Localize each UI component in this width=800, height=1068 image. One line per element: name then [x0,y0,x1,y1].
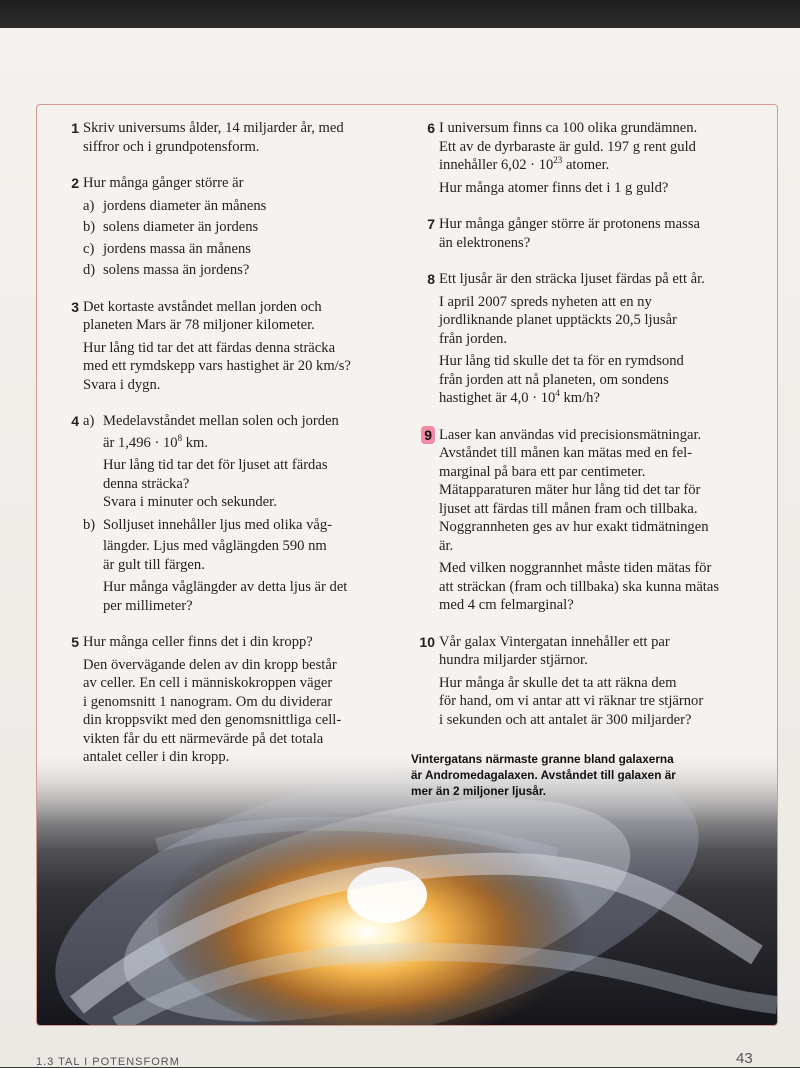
problem-text: längder. Ljus med våglängden 590 nm [103,538,327,554]
image-caption [411,751,731,799]
highlight-mark: 9 [421,426,435,445]
problem-text: för hand, om vi antar att vi räknar tre stjärnor [439,693,704,709]
subquestion-c: c) jordens massa än månens [83,240,251,257]
problem-text: Hur lång tid tar det att färdas denna sträcka [83,339,336,356]
problem-text: Hur lång tid tar det för ljuset att färdas [103,457,328,473]
problem-number: 4 [71,413,79,429]
problem-text: marginal på bara ett par centimeter. [439,463,646,480]
problem-text: i genomsnitt 1 nanogram. Om du dividerar [83,693,333,710]
subquestion-a: a) jordens diameter än månens [83,197,267,214]
problem-text: siffror och i grundpotensform. [83,138,260,155]
problem-2 [53,174,383,280]
problem-text: Hur många år skulle det ta att räkna dem [439,674,677,691]
problem-number: 1 [71,120,79,136]
problem-text: Hur många våglängder av detta ljus är det [103,579,348,595]
problem-text: är. [439,537,454,554]
problem-text: från jorden. [439,330,508,347]
subquestion-b: b) Solljuset innehåller ljus med olika våg- [83,516,332,533]
problem-text: Laser kan användas vid precisionsmätningar. [439,426,702,443]
problem-text: Ett av de dyrbaraste är guld. 197 g rent guld [439,138,696,155]
subquestion-a: a) Medelavståndet mellan solen och jorden [83,413,339,429]
problem-text: hastighet är $4,0 \cdot 10^4$ km/h? [439,388,600,406]
problem-text: I universum finns ca 100 olika grundämnen. [439,120,698,136]
problem-text: är $1,496 \cdot 10^8$ km. [103,432,209,451]
problem-text: är gult till färgen. [103,556,205,573]
problem-text: Hur många gånger större är [83,175,244,191]
problem-text: planeten Mars är 78 miljoner kilometer. [83,317,315,333]
problem-6 [409,119,759,197]
problem-number: 8 [427,271,435,287]
problem-text: Hur många atomer finns det i 1 g guld? [439,179,669,196]
problem-text: din kroppsvikt med den genomsnittliga cell- [83,712,342,728]
problem-text: ljuset att färdas till månen fram och tillbaka. [439,500,698,517]
caption-line: är Andromedagalaxen. Avståndet till galaxen är [411,768,676,782]
exercise-frame [36,104,778,1026]
problem-text: Svara i dygn. [83,376,161,393]
problem-text: i sekunden och att antalet är 300 miljarder? [439,711,692,728]
problem-text: med 4 cm felmarginal? [439,597,574,613]
section-footer: 1.3 TAL I POTENSFORM [36,1056,180,1068]
problem-text: Det kortaste avståndet mellan jorden och [83,298,322,315]
left-column [53,119,383,785]
problem-text: Avståndet till månen kan mätas med en fel- [439,445,693,461]
problem-number: 7 [427,216,435,232]
right-column [409,119,759,747]
problem-text: Med vilken noggrannhet måste tiden mätas för [439,560,712,576]
problem-text: än elektronens? [439,234,531,251]
problem-number: 6 [427,120,435,136]
problem-1 [53,119,383,156]
problem-text: Hur många gånger större är protonens massa [439,216,700,232]
problem-4 [53,412,383,615]
problem-text: Den övervägande delen av din kropp består [83,656,337,673]
problem-text: Hur många celler finns det i din kropp? [83,634,313,650]
problem-number: 5 [71,634,79,650]
problem-text: Vår galax Vintergatan innehåller ett par [439,633,670,650]
problem-text: I april 2007 spreds nyheten att en ny [439,293,652,310]
problem-number: 10 [419,633,435,650]
problem-number: 3 [71,298,79,315]
page-number: 43 [736,1050,753,1067]
problem-text: per millimeter? [103,597,193,614]
problem-10 [409,633,759,730]
problem-3 [53,298,383,395]
problem-number: 2 [71,175,79,191]
problem-text: Hur lång tid skulle det ta för en rymdsond [439,353,684,369]
subquestion-b: b) solens diameter än jordens [83,219,259,235]
problem-text: Skriv universums ålder, 14 miljarder år, med [83,120,344,136]
problem-text: vikten får du ett närmevärde på det totala [83,730,324,747]
problem-text: Noggrannheten ges av hur exakt tidmätningen [439,519,709,535]
problem-text: jordliknande planet upptäckts 20,5 ljusår [439,312,677,328]
problem-text: av celler. En cell i människokroppen väger [83,675,333,691]
problem-9 [409,426,759,615]
top-edge [0,0,800,28]
problem-text: med ett rymdskepp vars hastighet är 20 km/s? [83,358,351,374]
problem-text: från jorden att nå planeten, om sondens [439,371,669,388]
caption-line: mer än 2 miljoner ljusår. [411,784,547,798]
problem-text: hundra miljarder stjärnor. [439,652,588,668]
problem-8 [409,270,759,408]
problem-text: att sträckan (fram och tillbaka) ska kunna mätas [439,578,720,595]
problem-text: Ett ljusår är den sträcka ljuset färdas på ett år. [439,271,705,287]
problem-text: antalet celler i din kropp. [83,749,230,765]
problem-number [409,426,435,445]
problem-text: innehåller $6,02 \cdot 10^{23}$ atomer. [439,155,610,173]
problem-text: Svara i minuter och sekunder. [103,494,277,510]
problem-text: Mätapparaturen mäter hur lång tid det tar för [439,482,701,498]
caption-line: Vintergatans närmaste granne bland galaxerna [411,752,674,766]
problem-5 [53,633,383,767]
problem-text: denna sträcka? [103,475,190,492]
subquestion-d: d) solens massa än jordens? [83,262,250,278]
problem-7 [409,215,759,252]
